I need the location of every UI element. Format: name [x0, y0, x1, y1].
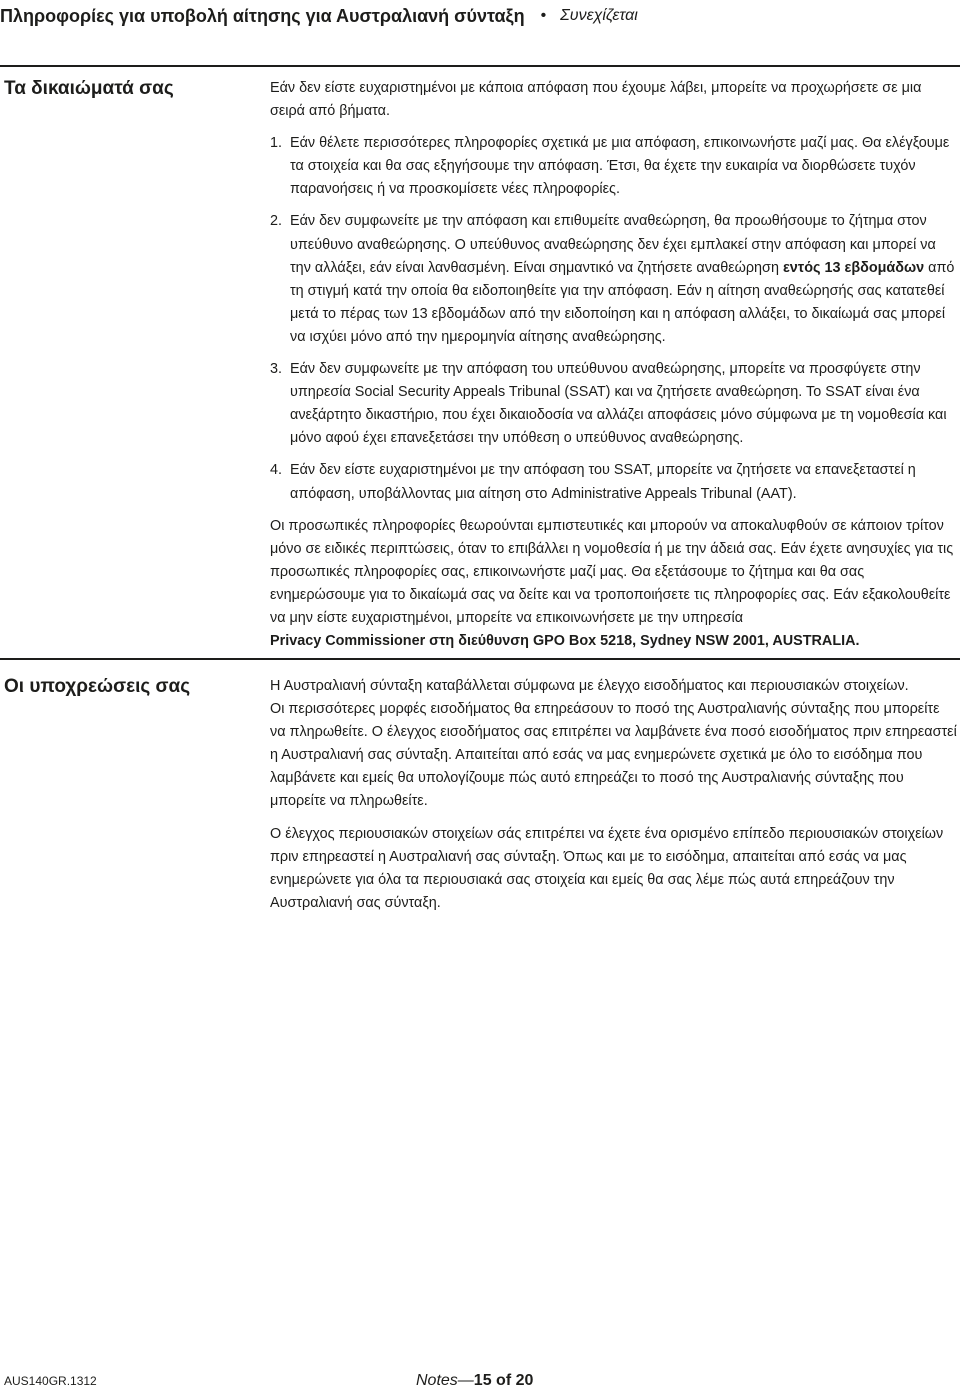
- rights-intro: Εάν δεν είστε ευχαριστημένοι με κάποια απόφαση που έχουμε λάβει, μπορείτε να προχωρήσετε σε μια σειρά από βήματα.: [270, 80, 922, 120]
- list-number: 2.: [270, 213, 283, 230]
- obligations-paragraph: Οι περισσότερες μορφές εισοδήματος θα επηρεάσουν το ποσό της Αυστραλιανής σύνταξης που μπορείτε να πληρωθείτε. Ο έλεγχος εισοδήματος σας επιτρέπει να λαμβάνετε ένα ποσό εισοδήματος πριν επηρεαστεί η Αυστραλιανή σας σύνταξη. Απαιτείται από εσάς να μας ενημερώνετε σχετικά με όλο το εισόδημα που λαμβάνετε και εμείς θα υπολογίζουμε πώς αυτό επηρεάζει το ποσό της Αυστραλιανής σύνταξης που μπορείτε να πληρωθείτε.: [270, 701, 957, 810]
- deadline-emphasis: εντός 13 εβδομάδων: [782, 259, 925, 276]
- list-item: [270, 210, 958, 349]
- list-text: Εάν δεν συμφωνείτε με την απόφαση του υπεύθυνου αναθεώρησης, μπορείτε να προσφύγετε στην υπηρεσία Social Security Appeals Tribunal (SSAT) και να ζητήσετε αναθεώρηση. Το SSAT είναι ένα ανεξάρτητο δικαστήριο, που έχει δικαιοδοσία να αλλάζει αποφάσεις μόνο σύμφωνα με τη νομοθεσία και μόνο αφού έχει επανεξετάσει την υπόθεση ο υπεύθυνος αναθεώρησης.: [290, 361, 947, 447]
- section-body-obligations: [270, 675, 958, 924]
- list-text: Εάν θέλετε περισσότερες πληροφορίες σχετικά με μια απόφαση, επικοινωνήστε μαζί μας. Θα ελέγξουμε τα στοιχεία και θα σας εξηγήσουμε την απόφαση. Έτσι, θα έχετε την ευκαιρία να διορθώσετε τυχόν παρανοήσεις ή να προσκομίσετε νέες πληροφορίες.: [290, 135, 950, 198]
- document-title: Πληροφορίες για υποβολή αίτησης για Αυστραλιανή σύνταξη: [0, 5, 525, 26]
- list-number: 4.: [270, 462, 283, 479]
- section-body-rights: [270, 77, 958, 653]
- list-number: 1.: [270, 135, 283, 152]
- section-title-rights: Τα δικαιώματά σας: [4, 78, 174, 99]
- privacy-paragraph: [270, 515, 958, 654]
- list-text: [290, 210, 958, 349]
- dash-separator: —: [457, 1372, 474, 1389]
- bullet-separator: •: [540, 7, 547, 24]
- obligations-paragraph: Η Αυστραλιανή σύνταξη καταβάλλεται σύμφωνα με έλεγχο εισοδήματος και περιουσιακών στοιχείων.: [270, 678, 909, 694]
- list-text-part: Εάν δεν συμφωνείτε με την απόφαση και επιθυμείτε αναθεώρηση, θα προωθήσουμε το ζήτημα στον υπεύθυνο αναθεώρησης. Ο υπεύθυνος αναθεώρησης δεν έχει εμπλακεί στην απόφαση και μπορεί να την αλλάξει, εάν είναι λανθασμένη. Είναι σημαντικό να ζητήσετε αναθεώρηση: [290, 213, 936, 276]
- page-footer: [416, 1372, 533, 1390]
- document-code: AUS140GR.1312: [4, 1374, 97, 1388]
- page-number: 15 of 20: [473, 1372, 534, 1389]
- list-item: [270, 459, 958, 505]
- section-divider-rights: [0, 65, 960, 67]
- privacy-text: Οι προσωπικές πληροφορίες θεωρούνται εμπιστευτικές και μπορούν να αποκαλυφθούν σε κάποιον τρίτον μόνο σε ειδικές περιπτώσεις, όταν το επιβάλλει η νομοθεσία ή με την άδειά σας. Εάν έχετε ανησυχίες για τις προσωπικές πληροφορίες σας, επικοινωνήστε μαζί μας. Θα εξετάσουμε το ζήτημα και θα σας ενημερώσουμε για το δικαίωμά σας να δείτε και να τροποποιήσετε τις πληροφορίες σας. Εάν εξακολουθείτε να μην είστε ευχαριστημένοι, μπορείτε να επικοινωνήσετε με την υπηρεσία: [270, 517, 954, 626]
- list-number: 3.: [270, 361, 283, 378]
- obligations-paragraph: Ο έλεγχος περιουσιακών στοιχείων σάς επιτρέπει να έχετε ένα ορισμένο επίπεδο περιουσιακών στοιχείων πριν επηρεαστεί η Αυστραλιανή σας σύνταξη. Όπως και με το εισόδημα, απαιτείται από εσάς να μας ενημερώνετε για όλα τα περιουσιακά σας στοιχεία και εμείς θα σας λέμε πώς αυτά επηρεάζουν την Αυστραλιανή σας σύνταξη.: [270, 825, 944, 911]
- privacy-commissioner-address: Privacy Commissioner στη διεύθυνση GPO Box 5218, Sydney NSW 2001, AUSTRALIA.: [270, 633, 860, 650]
- continued-label: Συνεχίζεται: [560, 7, 638, 24]
- notes-label: Notes: [416, 1372, 458, 1389]
- page-header: [0, 0, 960, 32]
- list-text-part: από τη στιγμή κατά την οποία θα ειδοποιηθείτε για την απόφαση. Εάν η αίτηση αναθεώρησής σας κατατεθεί μετά το πέρας των 13 εβδομάδων από την ειδοποίηση και η απόφαση αλλάξει, το δικαίωμά σας μπορεί να ισχύει μόνο από την ημερομηνία αίτησης αναθεώρησης.: [290, 259, 955, 345]
- list-text: Εάν δεν είστε ευχαριστημένοι με την απόφαση του SSAT, μπορείτε να ζητήσετε να επανεξεταστεί η απόφαση, υποβάλλοντας μια αίτηση στο Administrative Appeals Tribunal (AAT).: [290, 462, 916, 502]
- section-title-obligations: Οι υποχρεώσεις σας: [4, 676, 191, 697]
- list-item: [270, 358, 958, 450]
- section-divider-obligations: [0, 658, 960, 660]
- list-item: [270, 132, 958, 201]
